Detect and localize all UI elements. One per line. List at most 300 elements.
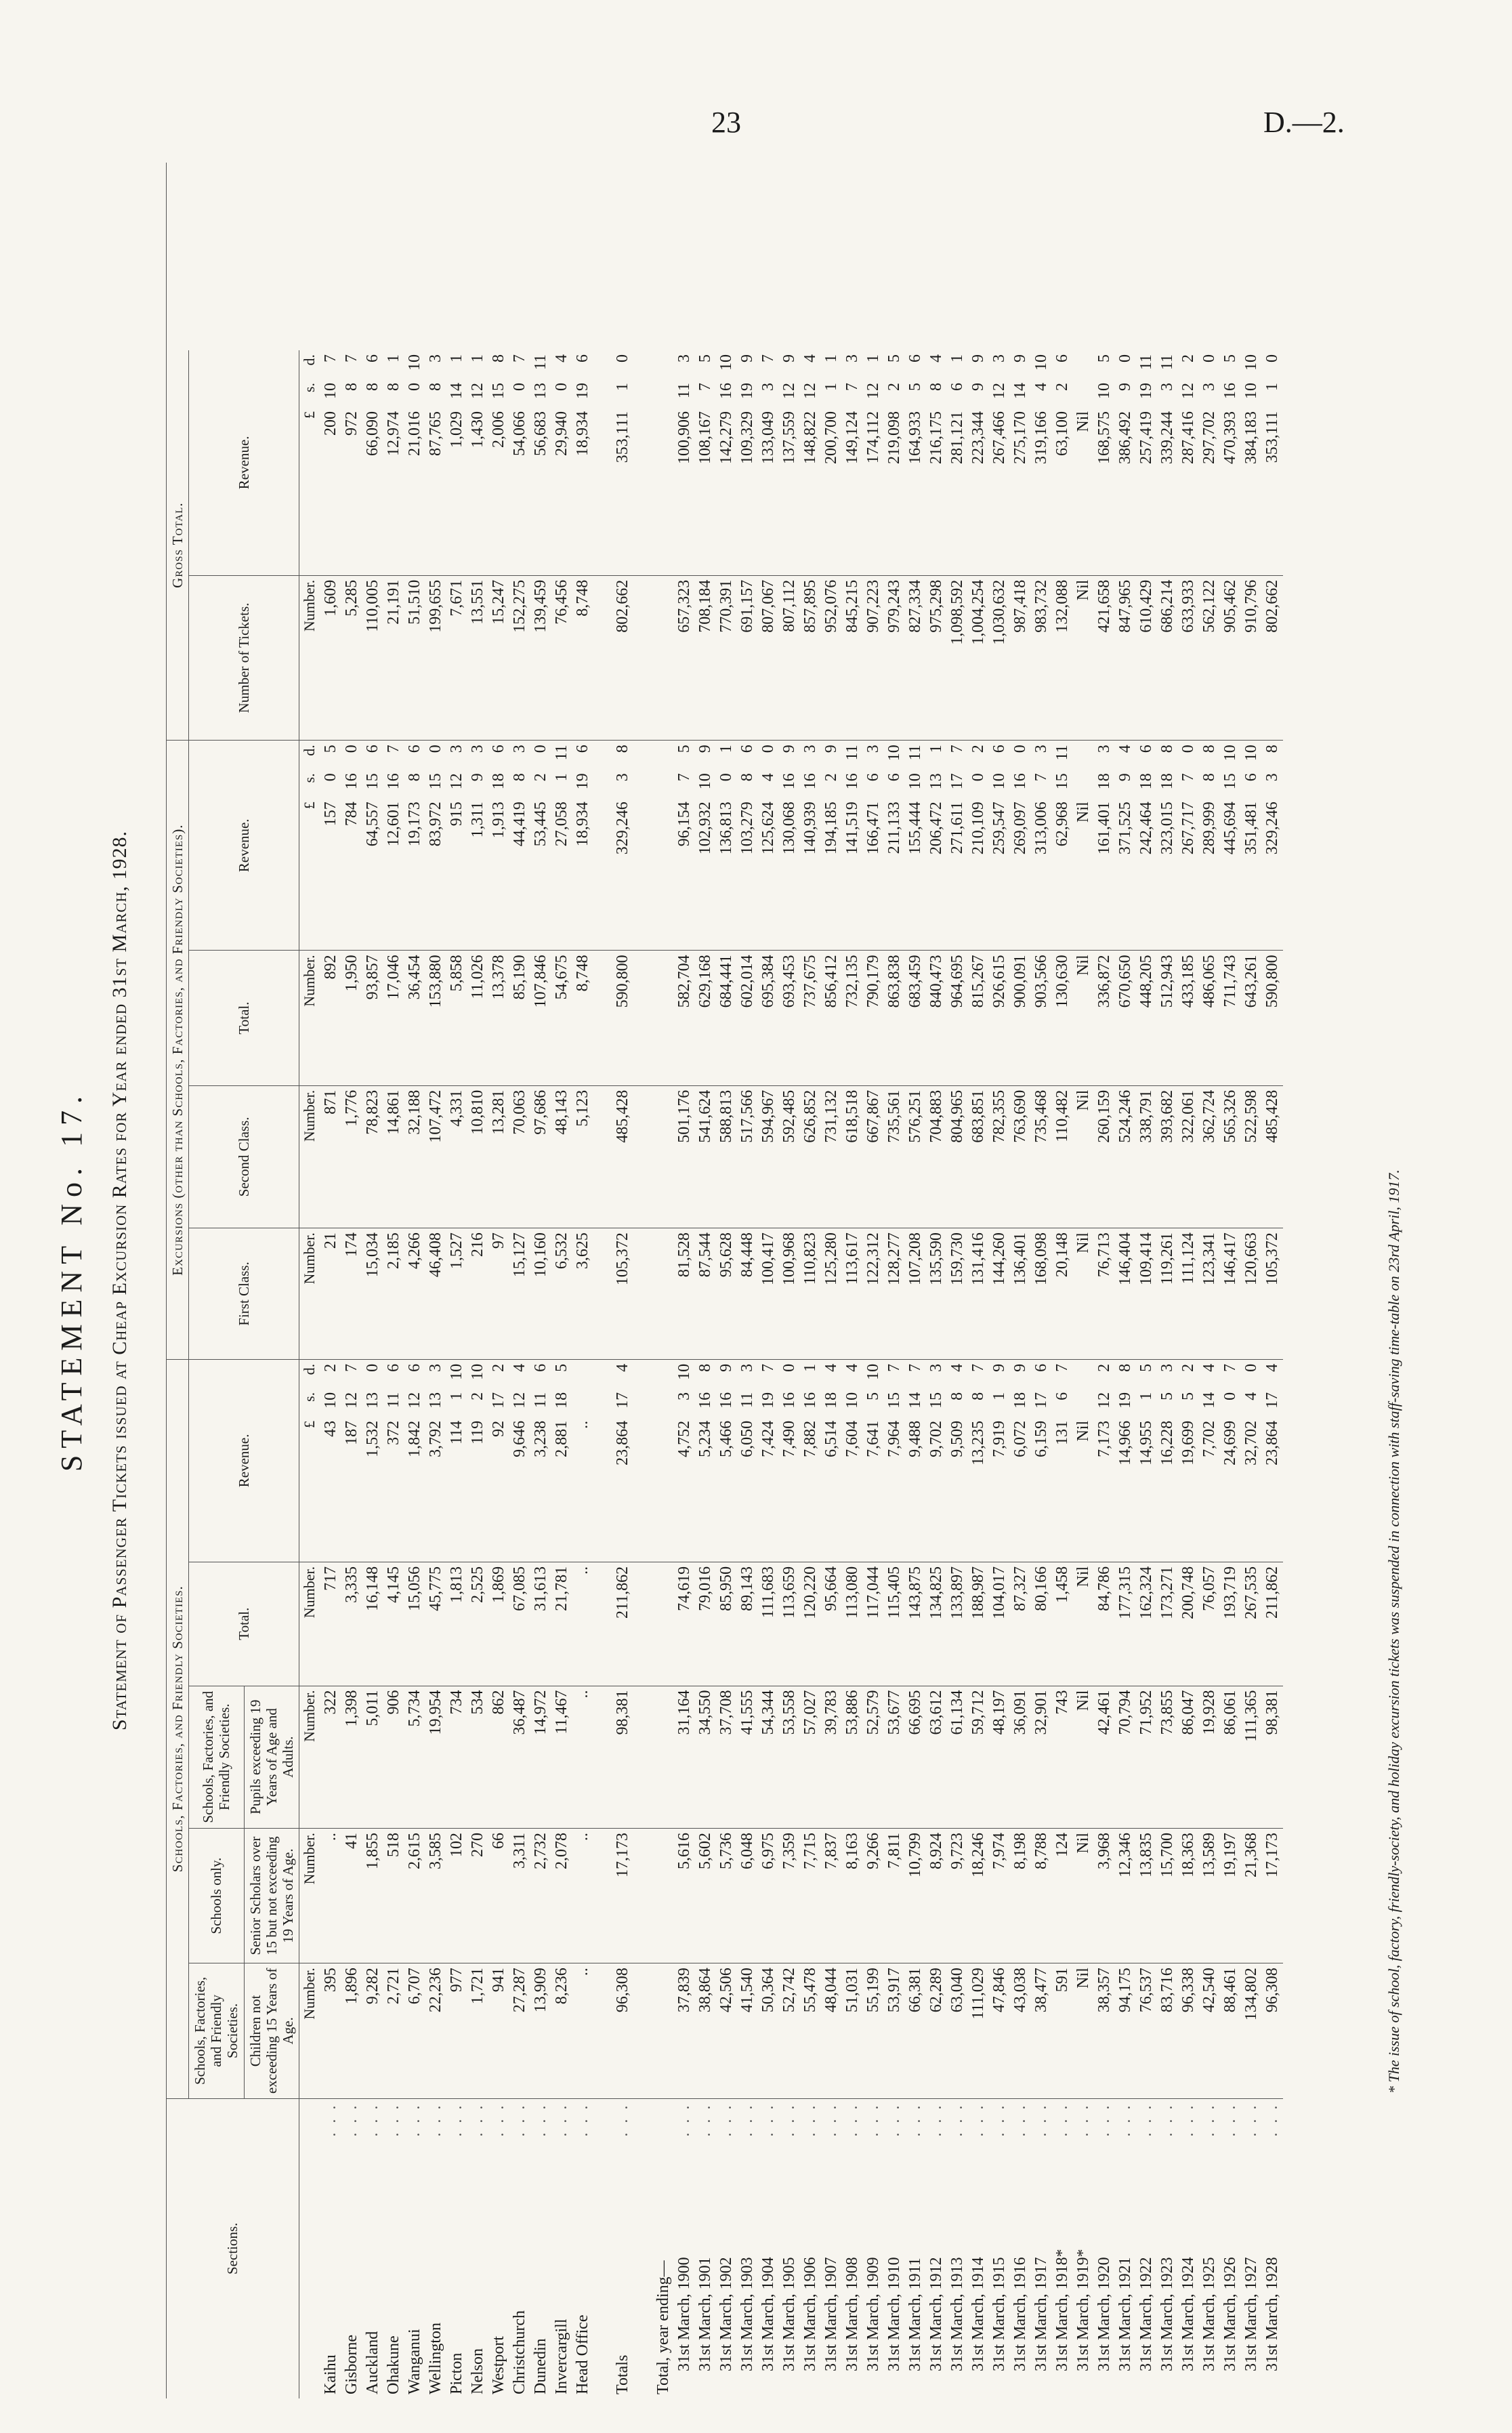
spacer-cell: [593, 1359, 608, 1562]
revenue-pence: 1: [822, 354, 840, 362]
revenue-pounds: 319,166: [1032, 411, 1050, 464]
cell-t2: 629,168: [695, 951, 716, 1085]
cell-s: 8,924: [926, 1828, 947, 1963]
cell-s: 7,837: [821, 1828, 842, 1963]
cell-t2: 590,800: [608, 951, 638, 1085]
header-group-schools: Schools, Factories, and Friendly Societies.: [167, 1359, 189, 2098]
cell-r: [1073, 1359, 1094, 1562]
cell-gt: 8,748: [572, 575, 593, 741]
cell-p: 57,027: [800, 1686, 821, 1828]
revenue-shillings: 16: [342, 773, 360, 790]
revenue-pounds: 13,235: [969, 1420, 987, 1465]
cell-s: 3,968: [1094, 1828, 1115, 1963]
row-name: 31st March, 1924: [1179, 2257, 1197, 2371]
cell-f: 105,372: [1262, 1228, 1283, 1360]
cell-gt: 691,157: [737, 575, 758, 741]
cell-sc: 4,331: [446, 1085, 467, 1228]
revenue-shillings: 3: [1263, 773, 1281, 782]
cell-r2: [1178, 741, 1199, 951]
year-row: [968, 163, 989, 2398]
cell-r2: [1052, 741, 1073, 951]
cell-s: 41: [341, 1828, 362, 1963]
revenue-pence: 9: [738, 354, 756, 362]
cell-r2: [551, 741, 572, 951]
leader-dots: . . .: [1074, 2102, 1092, 2137]
revenue-pounds: 2,881: [552, 1420, 570, 1457]
row-name: 31st March, 1905: [780, 2257, 798, 2371]
revenue-pounds: 219,098: [885, 411, 903, 464]
revenue-pence: 5: [675, 745, 693, 753]
cell-sc: 10,810: [467, 1085, 488, 1228]
cell-sc: 485,428: [608, 1085, 638, 1228]
cell-c: 8,236: [551, 1963, 572, 2098]
cell-t2: 13,378: [488, 951, 509, 1085]
cell-t2: 683,459: [905, 951, 926, 1085]
section-row: [425, 163, 446, 2398]
revenue-pounds: 7,173: [1095, 1420, 1113, 1457]
row-label: [926, 2098, 947, 2398]
revenue-shillings: 15: [1221, 773, 1239, 790]
cell-p: 70,794: [1115, 1686, 1136, 1828]
cell-r2: [383, 741, 404, 951]
spacer-cell: [593, 1828, 608, 1963]
cell-r: [530, 1359, 551, 1562]
revenue-pence: 10: [675, 1363, 693, 1380]
revenue-shillings: 5: [1179, 1392, 1197, 1400]
cell-gr: [320, 350, 341, 575]
revenue-pounds: 371,525: [1116, 802, 1134, 855]
revenue-shillings: 1: [552, 773, 570, 782]
cell-f: 122,312: [863, 1228, 884, 1360]
row-name: 31st March, 1914: [969, 2257, 987, 2371]
leader-dots: . . .: [696, 2102, 714, 2137]
revenue-pence: 0: [780, 1363, 798, 1372]
cell-gt: 907,223: [863, 575, 884, 741]
revenue-pence: 6: [906, 354, 924, 362]
cell-r: [968, 1359, 989, 1562]
unit-pounds: £: [301, 1420, 318, 1428]
cell-s: Nil: [1073, 1828, 1094, 1963]
revenue-pounds: 4,752: [675, 1420, 693, 1457]
revenue-pence: 5: [696, 354, 714, 362]
revenue-pence: 2: [321, 1363, 339, 1372]
revenue-pounds: 289,999: [1200, 802, 1218, 855]
row-label: [821, 2098, 842, 2398]
spacer-cell: [638, 1686, 653, 1828]
cell-s: 19,197: [1220, 1828, 1241, 1963]
cell-gt: 910,796: [1241, 575, 1262, 741]
cell-c: 55,478: [800, 1963, 821, 2098]
row-name: 31st March, 1927: [1242, 2257, 1260, 2371]
cell-c: 977: [446, 1963, 467, 2098]
leader-dots: . . .: [822, 2102, 840, 2137]
cell-f: 144,260: [989, 1228, 1010, 1360]
leader-dots: . . .: [843, 2102, 861, 2137]
cell-r: [1220, 1359, 1241, 1562]
section-row: [572, 163, 593, 2398]
unit-label: Number.: [299, 575, 320, 741]
cell-p: 41,555: [737, 1686, 758, 1828]
row-label: [737, 2098, 758, 2398]
revenue-pounds: 14,955: [1137, 1420, 1155, 1465]
cell-sc: 541,624: [695, 1085, 716, 1228]
cell-r2: [779, 741, 800, 951]
row-name: 31st March, 1928: [1263, 2257, 1281, 2371]
revenue-pounds: 470,393: [1221, 411, 1239, 464]
leader-dots: . . .: [717, 2102, 735, 2137]
cell-gr: [1199, 350, 1220, 575]
cell-s: 17,173: [608, 1828, 638, 1963]
revenue-pounds: 269,097: [1011, 802, 1029, 855]
cell-t: 211,862: [608, 1562, 638, 1686]
section-row: [467, 163, 488, 2398]
unit-label: Number.: [299, 1828, 320, 1963]
cell-t2: 336,872: [1094, 951, 1115, 1085]
cell-r2: [572, 741, 593, 951]
revenue-pounds: 271,611: [948, 802, 966, 854]
year-row: [1178, 163, 1199, 2398]
cell-r: [1136, 1359, 1157, 1562]
cell-sc: Nil: [1073, 1085, 1094, 1228]
cell-f: 216: [467, 1228, 488, 1360]
revenue-pounds: 166,471: [864, 802, 882, 855]
unit-pence: d.: [301, 745, 318, 756]
revenue-pence: 4: [843, 1363, 861, 1372]
revenue-pounds: 7,882: [801, 1420, 819, 1457]
revenue-pence: 4: [552, 354, 570, 362]
cell-t2: 643,261: [1241, 951, 1262, 1085]
cell-s: 102: [446, 1828, 467, 1963]
cell-c: 53,917: [884, 1963, 905, 2098]
revenue-pence: 0: [426, 745, 444, 753]
revenue-pence: 0: [1011, 745, 1029, 753]
revenue-pounds: 1,430: [468, 411, 486, 448]
cell-sc: 704,883: [926, 1085, 947, 1228]
revenue-pounds: 5,234: [696, 1420, 714, 1457]
revenue-shillings: 11: [384, 1392, 402, 1408]
cell-t: 173,271: [1157, 1562, 1178, 1686]
cell-p: 53,677: [884, 1686, 905, 1828]
revenue-pounds: 2,006: [489, 411, 507, 448]
spacer-cell: [653, 1963, 674, 2098]
cell-f: 76,713: [1094, 1228, 1115, 1360]
cell-s: 518: [383, 1828, 404, 1963]
unit-label: [299, 350, 320, 575]
cell-r: [509, 1359, 530, 1562]
revenue-pence: 10: [468, 1363, 486, 1380]
cell-r: [1052, 1359, 1073, 1562]
row-label: [572, 2098, 593, 2398]
cell-s: 7,974: [989, 1828, 1010, 1963]
revenue-pence: 3: [1032, 745, 1050, 753]
cell-s: 8,163: [842, 1828, 863, 1963]
cell-s: 6,975: [758, 1828, 779, 1963]
leader-dots: . . .: [1137, 2102, 1155, 2137]
revenue-pounds: 7,964: [885, 1420, 903, 1457]
revenue-pounds: 200: [321, 411, 339, 436]
row-name: Westport: [489, 2335, 507, 2394]
cell-p: 71,952: [1136, 1686, 1157, 1828]
row-name: Kaihu: [321, 2354, 339, 2394]
spacer-cell: [653, 350, 674, 575]
cell-gr: [989, 350, 1010, 575]
revenue-pence: 4: [1116, 745, 1134, 753]
cell-c: 41,540: [737, 1963, 758, 2098]
cell-t: 133,897: [947, 1562, 968, 1686]
cell-p: 14,972: [530, 1686, 551, 1828]
revenue-shillings: 12: [342, 1392, 360, 1409]
cell-s: 7,811: [884, 1828, 905, 1963]
revenue-shillings: 8: [384, 382, 402, 391]
cell-p: Nil: [1073, 1686, 1094, 1828]
cell-p: 36,487: [509, 1686, 530, 1828]
cell-t2: 1,950: [341, 951, 362, 1085]
cell-t2: 856,412: [821, 951, 842, 1085]
header-revenue: Revenue.: [189, 1359, 299, 1562]
cell-s: 17,173: [1262, 1828, 1283, 1963]
revenue-shillings: 19: [759, 1392, 777, 1409]
cell-gt: 807,067: [758, 575, 779, 741]
section-row: [362, 163, 383, 2398]
cell-t: 16,148: [362, 1562, 383, 1686]
leader-dots: . . .: [489, 2102, 507, 2137]
row-label: [905, 2098, 926, 2398]
cell-sc: 735,561: [884, 1085, 905, 1228]
revenue-pence: 0: [1116, 354, 1134, 362]
cell-gt: 7,671: [446, 575, 467, 741]
revenue-shillings: 0: [717, 773, 735, 782]
revenue-pounds: 96,154: [675, 802, 693, 847]
row-label: [695, 2098, 716, 2398]
row-name: 31st March, 1904: [759, 2257, 777, 2371]
cell-f: 2,185: [383, 1228, 404, 1360]
spacer-cell: [593, 1562, 608, 1686]
revenue-shillings: 7: [696, 382, 714, 391]
revenue-shillings: 17: [1263, 1392, 1281, 1409]
cell-t2: 602,014: [737, 951, 758, 1085]
section-row: [551, 163, 572, 2398]
cell-sc: 70,063: [509, 1085, 530, 1228]
revenue-pounds: 18,934: [573, 411, 591, 456]
revenue-pence: 2: [489, 1363, 507, 1372]
cell-t2: 892: [320, 951, 341, 1085]
cell-p: 39,783: [821, 1686, 842, 1828]
leader-dots: . . .: [990, 2102, 1008, 2137]
revenue-pence: 10: [447, 1363, 465, 1380]
revenue-shillings: 5: [1158, 1392, 1176, 1400]
header-children: Children not exceeding 15 Years of Age.: [244, 1963, 299, 2098]
cell-f: 95,628: [716, 1228, 737, 1360]
section-row: [509, 163, 530, 2398]
revenue-shillings: 8: [1200, 773, 1218, 782]
revenue-pounds: 1,913: [489, 802, 507, 839]
cell-f: 1,527: [446, 1228, 467, 1360]
revenue-shillings: 4: [1032, 382, 1050, 391]
revenue-pounds: 200,700: [822, 411, 840, 464]
cell-f: 3,625: [572, 1228, 593, 1360]
cell-sc: 588,813: [716, 1085, 737, 1228]
cell-r: [695, 1359, 716, 1562]
leader-dots: . . .: [969, 2102, 987, 2137]
cell-gr: [608, 350, 638, 575]
revenue-shillings: 11: [531, 1392, 549, 1408]
revenue-pounds: 7,490: [780, 1420, 798, 1457]
cell-s: 13,835: [1136, 1828, 1157, 1963]
leader-dots: . . .: [614, 2102, 632, 2137]
revenue-pence: 7: [759, 1363, 777, 1372]
revenue-pounds: 108,167: [696, 411, 714, 464]
revenue-pounds: 972: [342, 411, 360, 436]
cell-p: 19,954: [425, 1686, 446, 1828]
cell-r2: [1115, 741, 1136, 951]
spacer-row: [638, 163, 653, 2398]
cell-gr: [968, 350, 989, 575]
row-name: Christchurch: [510, 2310, 528, 2394]
cell-r2: [968, 741, 989, 951]
row-name: 31st March, 1906: [801, 2257, 819, 2371]
cell-p: 98,381: [1262, 1686, 1283, 1828]
revenue-pence: 9: [696, 745, 714, 753]
revenue-shillings: 10: [321, 382, 339, 399]
header-sections: Sections.: [167, 2098, 299, 2398]
cell-r2: [509, 741, 530, 951]
year-row: [674, 163, 695, 2398]
revenue-pence: 8: [489, 354, 507, 362]
cell-f: 110,823: [800, 1228, 821, 1360]
revenue-pence: 5: [321, 745, 339, 753]
revenue-pence: 3: [1158, 1363, 1176, 1372]
cell-sc: 782,355: [989, 1085, 1010, 1228]
cell-r: [1178, 1359, 1199, 1562]
revenue-pence: 0: [614, 354, 632, 362]
cell-t2: 684,441: [716, 951, 737, 1085]
revenue-pounds: 142,279: [717, 411, 735, 464]
cell-p: 322: [320, 1686, 341, 1828]
revenue-pounds: Nil: [1074, 1420, 1092, 1442]
revenue-pence: 7: [948, 745, 966, 753]
revenue-pence: 11: [531, 354, 549, 371]
revenue-shillings: 3: [614, 773, 632, 782]
section-row: [383, 163, 404, 2398]
cell-gr: [863, 350, 884, 575]
cell-f: 135,590: [926, 1228, 947, 1360]
cell-s: 9,266: [863, 1828, 884, 1963]
revenue-pence: 0: [759, 745, 777, 753]
revenue-pence: 7: [384, 745, 402, 753]
cell-t2: 790,179: [863, 951, 884, 1085]
spacer-cell: [653, 1828, 674, 1963]
cell-p: 73,855: [1157, 1686, 1178, 1828]
leader-dots: . . .: [1221, 2102, 1239, 2137]
cell-sc: 78,823: [362, 1085, 383, 1228]
unit-label: Number.: [299, 1963, 320, 2098]
revenue-shillings: 6: [948, 382, 966, 391]
cell-gt: 633,933: [1178, 575, 1199, 741]
cell-sc: 683,851: [968, 1085, 989, 1228]
cell-gt: 987,418: [1010, 575, 1031, 741]
revenue-pounds: 12,974: [384, 411, 402, 456]
row-name: 31st March, 1912: [927, 2257, 945, 2371]
cell-t: 193,719: [1220, 1562, 1241, 1686]
revenue-pounds: Nil: [1074, 411, 1092, 432]
cell-gt: 110,005: [362, 575, 383, 741]
cell-gt: 1,004,254: [968, 575, 989, 741]
revenue-shillings: 14: [1011, 382, 1029, 399]
revenue-shillings: 1: [1263, 382, 1281, 391]
cell-c: 42,506: [716, 1963, 737, 2098]
cell-r2: [947, 741, 968, 951]
revenue-shillings: 13: [531, 382, 549, 399]
cell-c: 1,896: [341, 1963, 362, 2098]
revenue-shillings: 19: [573, 382, 591, 399]
cell-gt: 952,076: [821, 575, 842, 741]
cell-gr: [341, 350, 362, 575]
year-row: [884, 163, 905, 2398]
row-name: 31st March, 1925: [1200, 2257, 1218, 2371]
revenue-pounds: 6,159: [1032, 1420, 1050, 1457]
revenue-shillings: 1: [614, 382, 632, 391]
spacer-cell: [593, 1963, 608, 2098]
cell-gr: [947, 350, 968, 575]
revenue-pence: 1: [447, 354, 465, 362]
cell-p: 19,928: [1199, 1686, 1220, 1828]
revenue-shillings: 14: [447, 382, 465, 399]
cell-t: 177,315: [1115, 1562, 1136, 1686]
row-name: Wellington: [426, 2322, 444, 2394]
revenue-pence: 5: [1137, 1363, 1155, 1372]
cell-r2: [758, 741, 779, 951]
spacer-cell: [638, 1085, 653, 1228]
leader-dots: . . .: [321, 2102, 339, 2137]
cell-t: 87,327: [1010, 1562, 1031, 1686]
cell-t2: 815,267: [968, 951, 989, 1085]
leader-dots: . . .: [531, 2102, 549, 2137]
spacer-cell: [638, 741, 653, 951]
revenue-shillings: 16: [717, 1392, 735, 1409]
cell-gt: 802,662: [608, 575, 638, 741]
revenue-pence: 8: [1263, 745, 1281, 753]
revenue-pence: 1: [948, 354, 966, 362]
revenue-pence: 7: [885, 1363, 903, 1372]
revenue-pounds: 9,702: [927, 1420, 945, 1457]
cell-gr: [446, 350, 467, 575]
cell-p: 37,708: [716, 1686, 737, 1828]
cell-r2: [1157, 741, 1178, 951]
unit-shillings: s.: [301, 1392, 318, 1402]
cell-r2: [362, 741, 383, 951]
cell-sc: 110,482: [1052, 1085, 1073, 1228]
cell-t: 2,525: [467, 1562, 488, 1686]
cell-t2: 964,695: [947, 951, 968, 1085]
revenue-pounds: 287,416: [1179, 411, 1197, 464]
cell-sc: 517,566: [737, 1085, 758, 1228]
cell-t: 3,335: [341, 1562, 362, 1686]
cell-p: 1,398: [341, 1686, 362, 1828]
row-label: [800, 2098, 821, 2398]
leader-dots: . . .: [801, 2102, 819, 2137]
cell-t2: 93,857: [362, 951, 383, 1085]
revenue-pence: 3: [447, 745, 465, 753]
cell-t2: 153,880: [425, 951, 446, 1085]
row-name: Nelson: [468, 2348, 486, 2394]
revenue-pounds: 119: [468, 1420, 486, 1444]
cell-r2: [446, 741, 467, 951]
spacer-cell: [653, 1686, 674, 1828]
cell-r2: [320, 741, 341, 951]
revenue-pence: 10: [1221, 745, 1239, 762]
leader-dots: . . .: [675, 2102, 693, 2137]
cell-gr: [509, 350, 530, 575]
